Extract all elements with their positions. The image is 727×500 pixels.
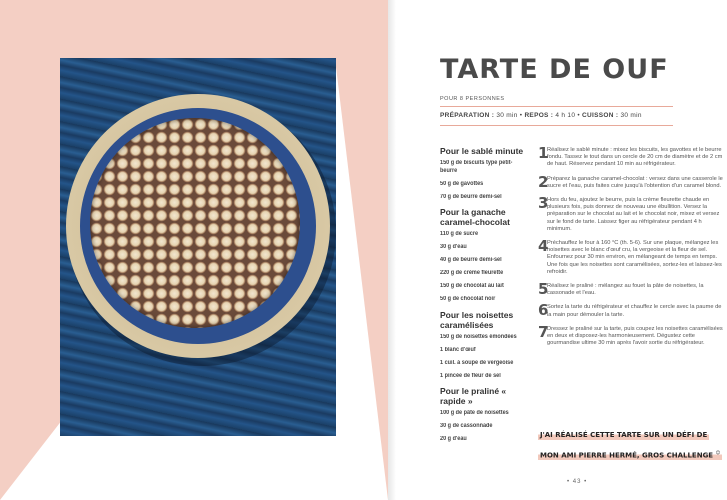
step-number: 2 — [538, 172, 549, 191]
ingredients-section-title: Pour le praliné « rapide » — [440, 386, 507, 406]
ingredient-item: 50 g de gavottes — [440, 180, 484, 187]
recipe-step — [538, 172, 724, 191]
ingredients-section-title: Pour les noisettes caramélisées — [440, 309, 514, 330]
step-text: Réalisez le praliné : mélangez au fouet la pâte de noisettes, la cassonade et l'eau. — [547, 283, 704, 297]
ingredient-item: 1 blanc d'œuf — [440, 346, 476, 353]
smiley-icon: ☺ — [715, 450, 721, 456]
ingredient-item: 220 g de crème fleurette — [440, 270, 504, 276]
recipe-times: PRÉPARATION : 30 min • REPOS : 4 h 10 • CUISSON : 30 min — [440, 112, 642, 119]
divider-bottom — [440, 125, 673, 126]
rest-label: REPOS : — [524, 112, 554, 119]
ingredient-item: 40 g de beurre demi-sel — [440, 257, 502, 263]
tart-photo — [60, 58, 336, 436]
callout-line-2 — [538, 450, 722, 460]
ingredient-item: 150 g de chocolat au lait — [440, 283, 504, 289]
cook-label: CUISSON : — [582, 112, 619, 119]
ingredient-item: 30 g de cassonnade — [440, 423, 493, 429]
recipe-step — [538, 237, 724, 276]
step-text: Réalisez le sablé minute : mixez les biscuits, les gavottes et le beurre fondu. Tassez le tout dans un cercle de 20 cm de diamètre et de 2 cm de haut. Réservez pendant 10 min au réfrigérateur. — [547, 147, 723, 168]
ingredient-item: 100 g de pâte de noisettes — [440, 410, 509, 416]
step-number: 1 — [538, 144, 549, 162]
ingredient-item: 150 g de biscuits type petit-beurre — [440, 160, 513, 174]
step-number: 3 — [538, 194, 549, 213]
callout-line-2-text: MON AMI PIERRE HERMÉ, GROS CHALLENGE — [540, 451, 714, 459]
step-text: Préchauffez le four à 160 °C (th. 5-6). Sur une plaque, mélangez les noisettes avec le blanc d'œuf cru, la vergeoise et la fleur de sel. Enfournez pour 30 min environ, en mélangeant de temps en temps. Une fois que les noisettes sont caramélisées, sortez-les et laissez-les refroidir. — [547, 240, 722, 275]
steps-column — [538, 144, 724, 354]
step-text: Préparez la ganache caramel-chocolat : versez dans une casserole le sucre et l'eau, puis faites cuire jusqu'à l'obtention d'un caramel blond. — [547, 175, 723, 189]
page-number: • 43 • — [567, 479, 588, 485]
prep-value: 30 min — [496, 112, 518, 119]
pink-band-decor — [328, 0, 388, 500]
ingredient-item: 50 g de chocolat noir — [440, 296, 496, 302]
ingredient-item: 1 cuil. à soupe de vergeoise — [440, 359, 514, 366]
ingredient-item: 1 pincée de fleur de sel — [440, 372, 501, 379]
page-gutter — [388, 0, 396, 500]
divider-top — [440, 106, 673, 107]
ingredient-item: 30 g d'eau — [440, 244, 467, 250]
ingredient-item: 70 g de beurre demi-sel — [440, 193, 502, 200]
step-text: Sortez la tarte du réfrigérateur et chauffez le cercle avec la paume de la main pour démouler la tarte. — [547, 304, 722, 318]
step-number: 4 — [538, 237, 549, 256]
ingredient-item: 110 g de sucre — [440, 231, 479, 237]
step-number: 5 — [538, 280, 549, 299]
step-number: 7 — [538, 322, 549, 341]
rest-value: 4 h 10 — [555, 112, 576, 119]
recipe-step — [538, 144, 724, 169]
recipe-step — [538, 280, 724, 299]
step-number: 6 — [538, 301, 549, 320]
prep-label: PRÉPARATION : — [440, 112, 495, 119]
recipe-title: TARTE DE OUF — [440, 54, 669, 85]
chef-callout — [538, 424, 724, 464]
hazelnut-tart — [90, 118, 300, 328]
step-text: Dressez le praliné sur la tarte, puis coupez les noisettes caramélisées en deux et disposez-les harmonieusement. Dégustez cette gourmandise ultime 30 min après l'avoir sortie du réfrigérateur. — [547, 325, 723, 347]
step-text: Hors du feu, ajoutez le beurre, puis la crème fleurette chaude en plusieurs fois, puis donnez de nouveau une ébullition. Versez la préparation sur le chocolat au lait et le chocolat noir, mixez et versez sur le fond de tarte. Laissez figer au réfrigérateur pendant 4 h minimum. — [547, 197, 720, 232]
ingredients-column — [440, 146, 532, 449]
ingredients-section-title: Pour la ganache caramel-chocolat — [440, 207, 510, 227]
recipe-step — [538, 322, 724, 348]
ingredient-item: 150 g de noisettes émondées — [440, 333, 517, 340]
callout-line-1: J'AI RÉALISÉ CETTE TARTE SUR UN DÉFI DE — [540, 431, 708, 439]
ingredients-section-title: Pour le sablé minute — [440, 146, 524, 156]
recipe-step — [538, 194, 724, 233]
cook-value: 30 min — [620, 112, 642, 119]
ingredient-item: 20 g d'eau — [440, 436, 467, 442]
right-page — [388, 0, 727, 500]
recipe-step — [538, 301, 724, 320]
serves-text: POUR 8 PERSONNES — [440, 96, 505, 102]
